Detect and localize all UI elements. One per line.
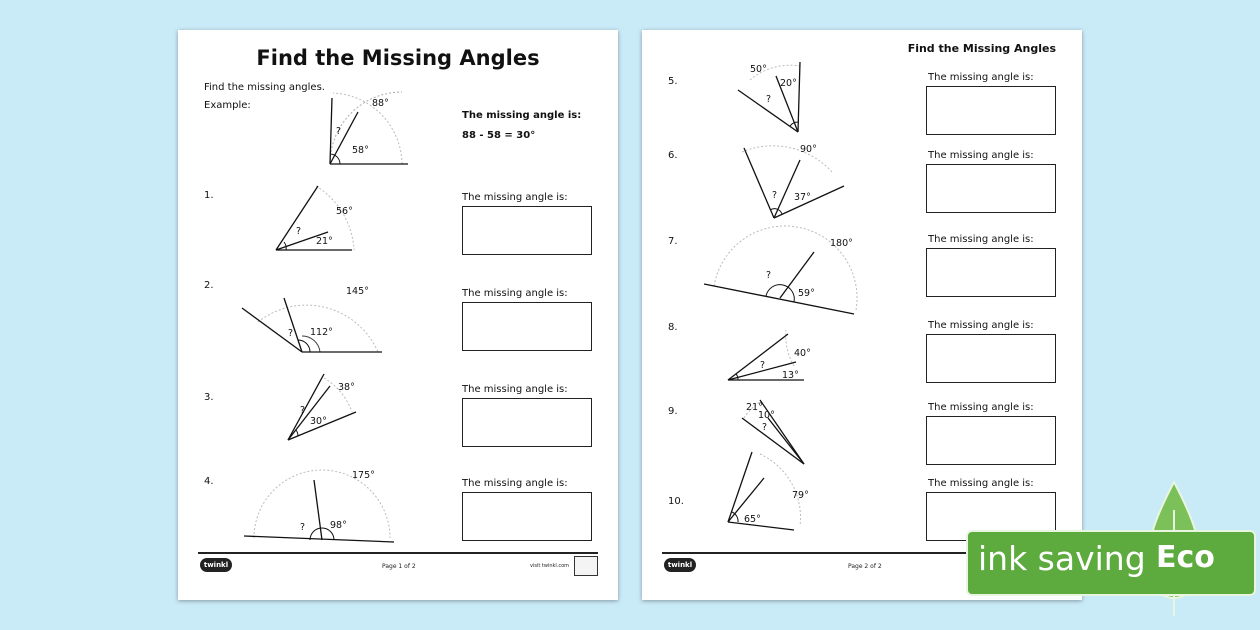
q5-part-label: 20° <box>780 78 797 89</box>
page-number: Page 1 of 2 <box>382 563 416 570</box>
answer-label: The missing angle is: <box>928 478 1034 489</box>
q4-total-label: 175° <box>352 470 375 481</box>
answer-box[interactable] <box>926 248 1056 297</box>
question-6-diagram <box>740 142 850 222</box>
visit-link: visit twinkl.com <box>530 563 570 569</box>
answer-box[interactable] <box>926 164 1056 213</box>
q1-unknown-label: ? <box>296 226 302 237</box>
answer-label: The missing angle is: <box>928 320 1034 331</box>
answer-box[interactable] <box>462 492 592 541</box>
example-angle-diagram <box>318 90 418 170</box>
eco-text: Eco <box>1156 540 1215 575</box>
question-number: 6. <box>668 150 678 161</box>
page-title: Find the Missing Angles <box>907 42 1056 55</box>
page-number: Page 2 of 2 <box>848 563 882 570</box>
q10-part-label: 65° <box>744 514 761 525</box>
question-number: 8. <box>668 322 678 333</box>
ink-saving-text: ink saving <box>978 539 1146 578</box>
twinkl-logo: twinkl <box>200 558 232 572</box>
answer-label: The missing angle is: <box>928 234 1034 245</box>
answer-label: The missing angle is: <box>462 384 568 395</box>
answer-box[interactable] <box>926 86 1056 135</box>
twinkl-logo: twinkl <box>664 558 696 572</box>
q8-part-label: 13° <box>782 370 799 381</box>
example-answer: 88 - 58 = 30° <box>462 130 536 141</box>
answer-label: The missing angle is: <box>928 72 1034 83</box>
q8-unknown-label: ? <box>760 360 766 371</box>
question-number: 4. <box>204 476 214 487</box>
footer-divider <box>198 552 598 554</box>
example-answer-label: The missing angle is: <box>462 110 582 121</box>
q2-total-label: 145° <box>346 286 369 297</box>
q1-total-label: 56° <box>336 206 353 217</box>
question-number: 9. <box>668 406 678 417</box>
q2-part-label: 112° <box>310 327 333 338</box>
answer-label: The missing angle is: <box>928 402 1034 413</box>
question-number: 2. <box>204 280 214 291</box>
example-unknown-label: ? <box>336 126 342 137</box>
page-title: Find the Missing Angles <box>256 46 540 70</box>
q7-total-label: 180° <box>830 238 853 249</box>
example-total-label: 88° <box>372 98 389 109</box>
q3-unknown-label: ? <box>300 405 306 416</box>
q3-total-label: 38° <box>338 382 355 393</box>
q9-total-label: 21° <box>746 402 763 413</box>
q10-total-label: 79° <box>792 490 809 501</box>
example-part-label: 58° <box>352 145 369 156</box>
answer-box[interactable] <box>926 334 1056 383</box>
worksheet-page-1 <box>178 30 618 600</box>
question-number: 1. <box>204 190 214 201</box>
answer-box[interactable] <box>462 206 592 255</box>
question-4-diagram <box>242 472 398 546</box>
example-label: Example: <box>204 100 251 111</box>
q4-part-label: 98° <box>330 520 347 531</box>
q2-unknown-label: ? <box>288 328 294 339</box>
instruction-text: Find the missing angles. <box>204 82 325 93</box>
q6-part-label: 37° <box>794 192 811 203</box>
ink-saving-eco-badge <box>964 480 1256 620</box>
qr-code-icon <box>574 556 598 576</box>
answer-box[interactable] <box>462 302 592 351</box>
q5-unknown-label: ? <box>766 94 772 105</box>
q5-total-label: 50° <box>750 64 767 75</box>
q8-total-label: 40° <box>794 348 811 359</box>
question-number: 7. <box>668 236 678 247</box>
answer-box[interactable] <box>926 416 1056 465</box>
question-number: 5. <box>668 76 678 87</box>
answer-box[interactable] <box>462 398 592 447</box>
q7-part-label: 59° <box>798 288 815 299</box>
q9-part-label: 10° <box>758 410 775 421</box>
q3-part-label: 30° <box>310 416 327 427</box>
question-number: 10. <box>668 496 684 507</box>
answer-label: The missing angle is: <box>462 288 568 299</box>
question-number: 3. <box>204 392 214 403</box>
q4-unknown-label: ? <box>300 522 306 533</box>
q9-unknown-label: ? <box>762 422 768 433</box>
answer-label: The missing angle is: <box>462 192 568 203</box>
q1-part-label: 21° <box>316 236 333 247</box>
q6-unknown-label: ? <box>772 190 778 201</box>
q6-total-label: 90° <box>800 144 817 155</box>
answer-label: The missing angle is: <box>462 478 568 489</box>
answer-label: The missing angle is: <box>928 150 1034 161</box>
q7-unknown-label: ? <box>766 270 772 281</box>
